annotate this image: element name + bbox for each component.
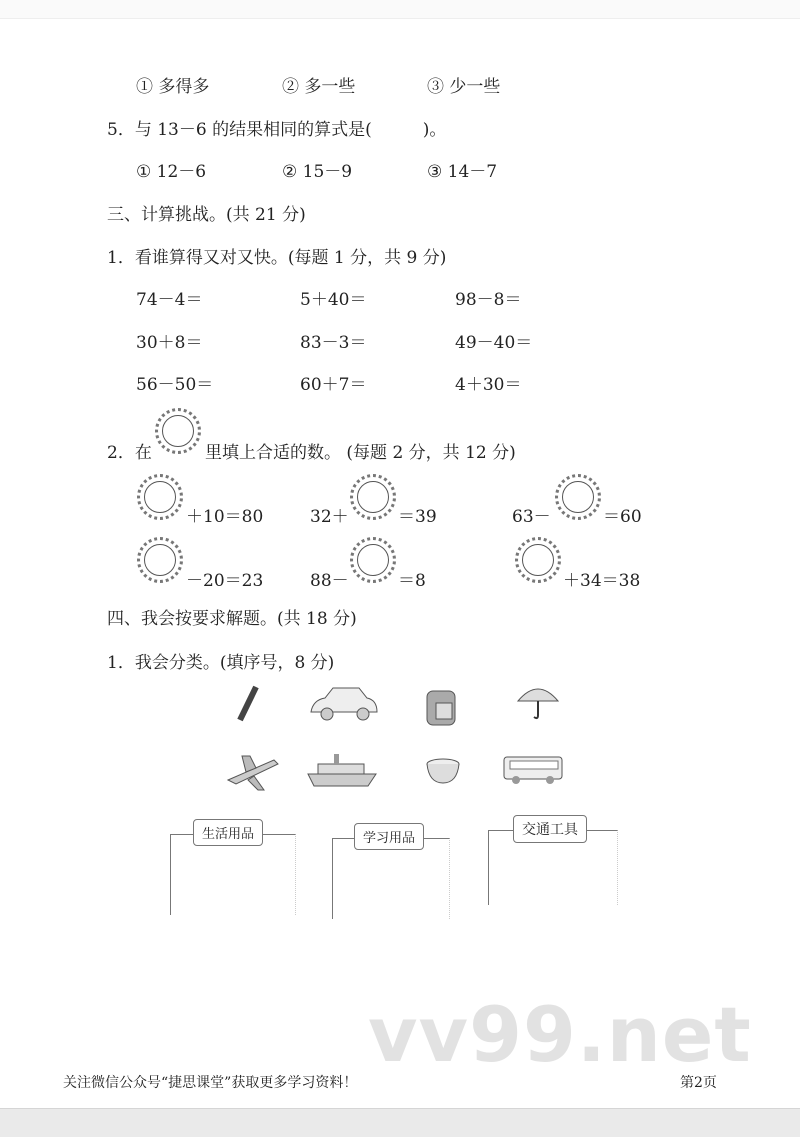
category-label-transport: 交通工具 [513,815,587,843]
fill-item: 63－ [512,507,551,527]
section4-title: 四、我会按要求解题。(共 18 分) [107,609,357,629]
category-label-daily: 生活用品 [193,819,263,846]
calc-item: 30＋8＝ [136,333,203,353]
footer-text: 关注微信公众号“捷思课堂”获取更多学习资料！ [63,1075,358,1091]
s4-q1-text: 1．我会分类。(填序号，8 分) [107,653,335,673]
umbrella-icon [516,683,560,721]
calc-item: 60＋7＝ [300,375,367,395]
q4-option-3: ③ 少一些 [427,77,501,97]
fill-item: ＝8 [398,571,426,591]
flower-blank-input[interactable] [350,537,396,583]
flower-blank-input[interactable] [137,537,183,583]
calc-item: 83－3＝ [300,333,367,353]
pencil-icon [232,684,262,724]
fill-item: ＝39 [398,507,437,527]
category-label-study: 学习用品 [354,823,424,850]
flower-blank-input[interactable] [137,474,183,520]
category-box-daily[interactable] [170,834,296,915]
ship-icon [306,752,378,788]
bowl-icon [425,757,461,787]
car-icon [307,682,379,724]
q5-text: 5．与 13－6 的结果相同的算式是( )。 [107,120,447,140]
section3-title: 三、计算挑战。(共 21 分) [107,205,306,225]
q5-option-2: ② 15－9 [282,162,353,182]
airplane-icon [224,752,282,792]
s3-q2-suffix: 里填上合适的数。 (每题 2 分，共 12 分) [205,443,516,463]
category-box-study[interactable] [332,838,450,919]
fill-item: ＋34＝38 [563,571,641,591]
calc-item: 4＋30＝ [455,375,522,395]
fill-item: ＋10＝80 [186,507,264,527]
calc-item: 56－50＝ [136,375,214,395]
fill-item: －20＝23 [186,571,264,591]
fill-item: ＝60 [603,507,642,527]
watermark: vv99.net [368,990,752,1079]
top-bar [0,0,800,19]
calc-item: 49－40＝ [455,333,533,353]
fill-item: 88－ [310,571,349,591]
q4-option-2: ② 多一些 [282,77,356,97]
q5-option-3: ③ 14－7 [427,162,498,182]
calc-item: 5＋40＝ [300,290,367,310]
calc-item: 98－8＝ [455,290,522,310]
q4-option-1: ① 多得多 [136,77,210,97]
bottom-bar [0,1108,800,1137]
s3-q1-text: 1．看谁算得又对又快。(每题 1 分，共 9 分) [107,248,447,268]
q5-option-1: ① 12－6 [136,162,207,182]
page-number: 第2页 [680,1075,717,1091]
flower-blank-input[interactable] [350,474,396,520]
fill-item: 32＋ [310,507,349,527]
flower-blank-input[interactable] [555,474,601,520]
flower-blank-input[interactable] [515,537,561,583]
s3-q2-prefix: 2．在 [107,443,152,463]
bus-icon [502,754,564,786]
flower-blank-icon [155,408,201,454]
backpack-icon [424,683,458,727]
calc-item: 74－4＝ [136,290,203,310]
